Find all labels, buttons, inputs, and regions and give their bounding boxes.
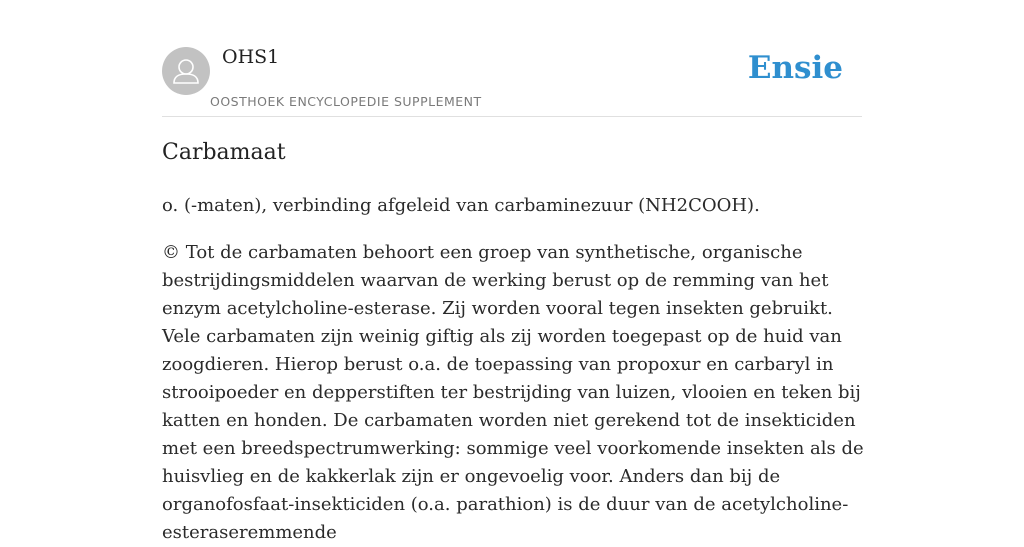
article-paragraph-2: © Tot de carbamaten behoort een groep van synthetische, organische bestrijdingsmiddelen waarvan de werking berust op de remming van het enzym acetylcholine-esterase. Zij worden vooral tegen insekten gebruikt. Vele carbamaten zijn weinig giftig als zij worden toegepast op de huid van zoogdieren. Hierop berust o.a. de toepassing van propoxur en carbaryl in strooipoeder en depperstiften ter bestrijding van luizen, vlooien en teken bij katten en honden. De carbamaten worden niet gerekend tot de insekticiden met een breedspectrumwerking: sommige veel voorkomende insekten als de huisvlieg en de kakkerlak zijn er ongevoelig voor. Anders dan bij de organofosfaat-insekticiden (o.a. parathion) is de duur van de acetylcholine-esteraseremmende (162, 242, 864, 543)
header (162, 0, 862, 117)
avatar[interactable] (162, 47, 210, 95)
article-paragraph-1: o. (-maten), verbinding afgeleid van carbaminezuur (NH2COOH). (162, 195, 760, 216)
source-subtitle: OOSTHOEK ENCYCLOPEDIE SUPPLEMENT (210, 94, 482, 109)
author-link[interactable]: OHS1 (222, 46, 280, 68)
ensie-logo[interactable]: Ensie (747, 50, 843, 86)
user-icon (162, 47, 210, 95)
page-container (162, 0, 864, 543)
article-title: Carbamaat (162, 140, 286, 165)
